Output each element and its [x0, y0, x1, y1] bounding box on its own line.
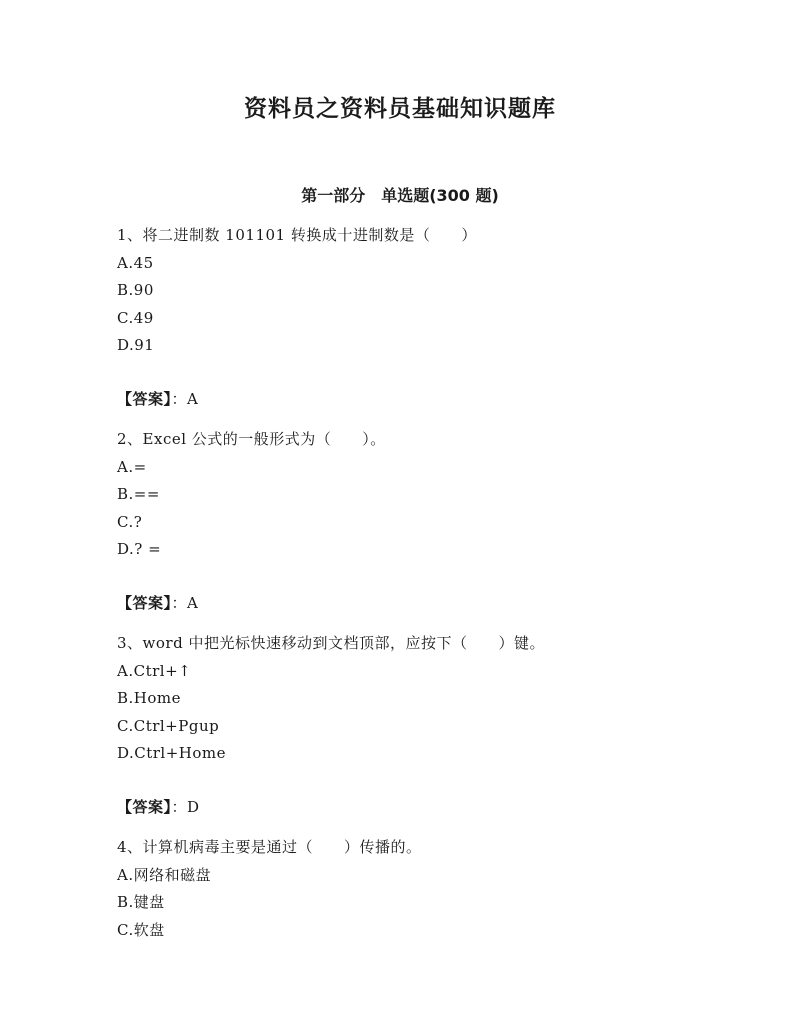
answer-label: 【答案】 — [117, 798, 172, 816]
question-option: B.键盘 — [117, 893, 165, 911]
question-option: C.49 — [117, 309, 154, 327]
question-stem: 3、word 中把光标快速移动到文档顶部，应按下（ ）键。 — [117, 634, 545, 652]
question-stem: 4、计算机病毒主要是通过（ ）传播的。 — [117, 838, 422, 856]
answer-separator: ： — [171, 390, 188, 408]
question-option: A.Ctrl+↑ — [117, 662, 192, 680]
question-option: B.90 — [117, 281, 154, 299]
answer-label: 【答案】 — [117, 594, 172, 612]
answer-label: 【答案】 — [117, 390, 172, 408]
question-option: A.= — [117, 458, 147, 476]
answer-value: D — [187, 798, 200, 816]
question-stem: 1、将二进制数 101101 转换成十进制数是（ ） — [117, 226, 477, 244]
question-option: C.? — [117, 513, 143, 531]
question-stem: 2、Excel 公式的一般形式为（ ）。 — [117, 430, 386, 448]
answer-value: A — [187, 390, 199, 408]
document-title: 资料员之资料员基础知识题库 — [244, 96, 556, 122]
question-option: C.软盘 — [117, 921, 165, 939]
answer-separator: ： — [171, 594, 188, 612]
question-option: B.== — [117, 485, 160, 503]
question-option: D.? = — [117, 540, 162, 558]
question-option: C.Ctrl+Pgup — [117, 717, 220, 735]
answer-separator: ： — [171, 798, 188, 816]
answer-line — [117, 796, 200, 818]
question-option: A.网络和磁盘 — [117, 866, 212, 884]
answer-value: A — [187, 594, 199, 612]
question-option: D.91 — [117, 336, 155, 354]
answer-line — [117, 592, 198, 614]
question-option: A.45 — [117, 254, 154, 272]
answer-line — [117, 388, 198, 410]
section-title: 第一部分 单选题(300 题) — [301, 186, 499, 205]
question-option: B.Home — [117, 689, 182, 707]
question-option: D.Ctrl+Home — [117, 744, 227, 762]
